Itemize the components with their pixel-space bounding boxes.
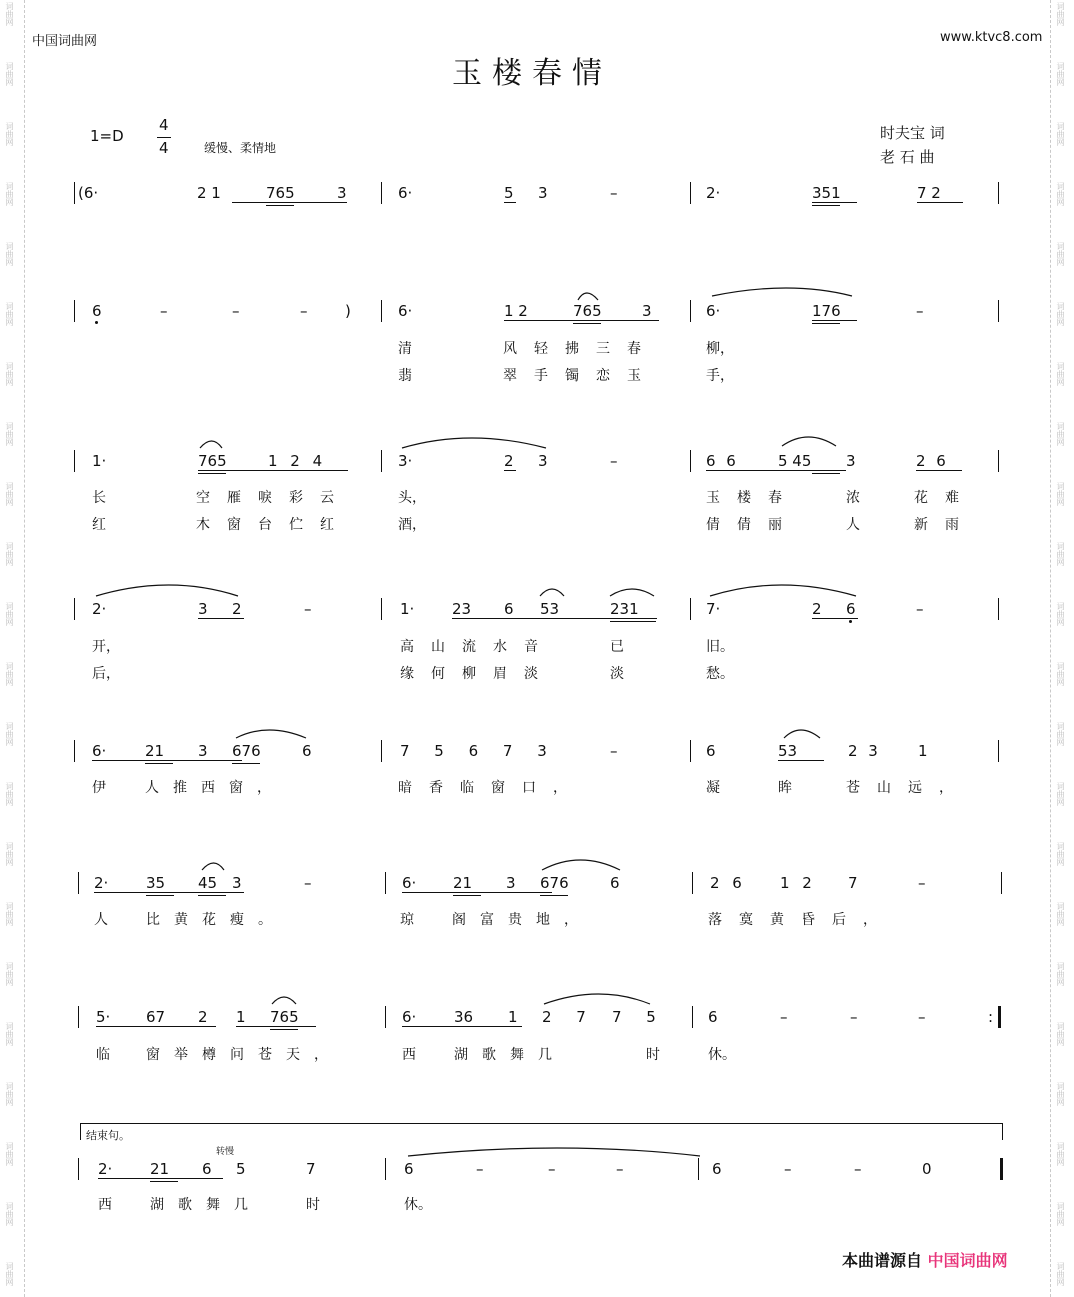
time-signature-bottom: 4 bbox=[159, 139, 169, 157]
note: – bbox=[476, 1160, 484, 1178]
note: 6· bbox=[398, 184, 413, 202]
lyric: 西 bbox=[98, 1197, 112, 1213]
note: 2 bbox=[812, 600, 822, 618]
lyric: 比黄花瘦。 bbox=[146, 912, 286, 928]
note: 6 bbox=[404, 1160, 414, 1178]
lyric: 红 bbox=[92, 517, 106, 533]
watermark-text: 词曲网 bbox=[1056, 182, 1065, 206]
lyric: 酒， bbox=[398, 517, 426, 533]
lyric: 头， bbox=[398, 490, 426, 506]
repeat-sign: : bbox=[988, 1008, 994, 1026]
watermark-text: 词曲网 bbox=[5, 1202, 14, 1226]
note: 0 bbox=[922, 1160, 932, 1178]
key-signature: 1=D bbox=[90, 127, 124, 145]
watermark-text: 词曲网 bbox=[1056, 122, 1065, 146]
lyric: 伊 bbox=[92, 780, 106, 796]
watermark-text: 词曲网 bbox=[1056, 662, 1065, 686]
lyric: 空雁唳彩云 bbox=[196, 490, 351, 506]
slur bbox=[200, 441, 222, 448]
lyric: 木窗台伫红 bbox=[196, 517, 351, 533]
watermark-text: 词曲网 bbox=[1056, 1022, 1065, 1046]
watermark-text: 词曲网 bbox=[5, 662, 14, 686]
slur bbox=[782, 437, 836, 446]
note: 1 bbox=[508, 1008, 518, 1026]
lyric: 后， bbox=[92, 666, 120, 682]
lyric: 风轻拂三春 bbox=[503, 341, 658, 357]
watermark-text: 词曲网 bbox=[1056, 602, 1065, 626]
source-credit bbox=[842, 1248, 1008, 1271]
note: 765 bbox=[573, 302, 602, 320]
watermark-text: 词曲网 bbox=[5, 962, 14, 986]
lyric: 时 bbox=[306, 1197, 320, 1213]
lyric: 旧。 bbox=[706, 639, 734, 655]
note: 765 bbox=[270, 1008, 299, 1026]
watermark-text: 词曲网 bbox=[5, 62, 14, 86]
note: 3 bbox=[846, 452, 856, 470]
note: – bbox=[918, 874, 926, 892]
note: 53 bbox=[540, 600, 560, 618]
note: 2 3 bbox=[848, 742, 878, 760]
tempo-marking: 缓慢、柔情地 bbox=[204, 141, 277, 155]
note: – bbox=[304, 600, 312, 618]
note: 6 bbox=[92, 302, 102, 320]
note: 7 bbox=[306, 1160, 316, 1178]
note: 2 6 bbox=[916, 452, 946, 470]
lyric: 窗举樽问苍天， bbox=[146, 1047, 342, 1063]
watermark-text: 词曲网 bbox=[5, 2, 14, 26]
note: 1· bbox=[92, 452, 107, 470]
lyric: 清 bbox=[398, 341, 412, 357]
note: – bbox=[918, 1008, 926, 1026]
watermark-text: 词曲网 bbox=[1056, 242, 1065, 266]
slur bbox=[236, 730, 306, 738]
slur bbox=[784, 730, 820, 738]
note: 7 5 bbox=[612, 1008, 656, 1026]
lyric: 西 bbox=[402, 1047, 416, 1063]
lyric: 柳， bbox=[706, 341, 734, 357]
slur bbox=[402, 438, 546, 448]
slur bbox=[710, 585, 856, 596]
lyric: 阁富贵地， bbox=[452, 912, 592, 928]
note: 1 2 4 bbox=[268, 452, 323, 470]
note: – bbox=[232, 302, 240, 320]
site-url-right: www.ktvc8.com bbox=[940, 30, 1043, 45]
note: – bbox=[850, 1008, 858, 1026]
watermark-text: 词曲网 bbox=[5, 422, 14, 446]
note: 3· bbox=[398, 452, 413, 470]
lyric: 休。 bbox=[404, 1197, 432, 1213]
lyricist-credit: 时夫宝 词 bbox=[880, 124, 945, 142]
lyric: 翡 bbox=[398, 368, 412, 384]
watermark-text: 词曲网 bbox=[5, 302, 14, 326]
watermark-text: 词曲网 bbox=[1056, 422, 1065, 446]
watermark-text: 词曲网 bbox=[5, 602, 14, 626]
note: – bbox=[548, 1160, 556, 1178]
watermark-text: 词曲网 bbox=[1056, 1082, 1065, 1106]
note: 6· bbox=[92, 742, 107, 760]
note: 7 2 bbox=[917, 184, 941, 202]
watermark-text: 词曲网 bbox=[5, 242, 14, 266]
note: 3 bbox=[538, 452, 548, 470]
note: – bbox=[784, 1160, 792, 1178]
composer-credit: 老 石 曲 bbox=[880, 148, 935, 166]
time-signature-top: 4 bbox=[159, 116, 169, 134]
note: 676 bbox=[540, 874, 569, 892]
note: 2 bbox=[504, 452, 514, 470]
lyric: 新雨 bbox=[914, 517, 976, 533]
watermark-text: 词曲网 bbox=[1056, 902, 1065, 926]
note: 21 bbox=[453, 874, 473, 892]
watermark-text: 词曲网 bbox=[5, 1082, 14, 1106]
slur bbox=[712, 288, 852, 296]
note: 176 bbox=[812, 302, 841, 320]
watermark-text: 词曲网 bbox=[1056, 302, 1065, 326]
note: 67 bbox=[146, 1008, 166, 1026]
note: 1 bbox=[236, 1008, 246, 1026]
watermark-text: 词曲网 bbox=[1056, 842, 1065, 866]
note: 3 bbox=[337, 184, 347, 202]
note: 1 2 bbox=[780, 874, 812, 892]
watermark-text: 词曲网 bbox=[5, 842, 14, 866]
lyric: 缘何柳眉淡 bbox=[400, 666, 555, 682]
slur bbox=[272, 997, 296, 1004]
note: 6 6 bbox=[706, 452, 736, 470]
watermark-text: 词曲网 bbox=[5, 122, 14, 146]
lyric: 手， bbox=[706, 368, 734, 384]
slur bbox=[578, 293, 598, 300]
watermark-text: 词曲网 bbox=[1056, 962, 1065, 986]
slur bbox=[542, 860, 620, 870]
watermark-text: 词曲网 bbox=[5, 1022, 14, 1046]
note: 2· bbox=[706, 184, 721, 202]
note: 1 bbox=[918, 742, 928, 760]
note: 3 bbox=[198, 600, 208, 618]
note: 2 1 bbox=[197, 184, 221, 202]
note: 6· bbox=[402, 874, 417, 892]
watermark-text: 词曲网 bbox=[1056, 1262, 1065, 1286]
note: 2· bbox=[98, 1160, 113, 1178]
site-name-left: 中国词曲网 bbox=[32, 34, 98, 49]
note: – bbox=[610, 452, 618, 470]
note: – bbox=[610, 742, 618, 760]
note: – bbox=[610, 184, 618, 202]
note: – bbox=[916, 302, 924, 320]
note: 6· bbox=[398, 302, 413, 320]
watermark-text: 词曲网 bbox=[5, 1142, 14, 1166]
note: – bbox=[300, 302, 308, 320]
note: 2 bbox=[232, 600, 242, 618]
watermark-text: 词曲网 bbox=[5, 1262, 14, 1286]
slur bbox=[544, 994, 650, 1004]
note: (6· bbox=[78, 184, 99, 202]
note: 36 bbox=[454, 1008, 474, 1026]
source-prefix: 本曲谱源自 bbox=[842, 1251, 923, 1270]
source-brand-link[interactable]: 中国词曲网 bbox=[927, 1251, 1008, 1270]
note: 3 bbox=[538, 184, 548, 202]
slur bbox=[408, 1148, 700, 1156]
watermark-text: 词曲网 bbox=[5, 782, 14, 806]
note: 6 bbox=[708, 1008, 718, 1026]
slur bbox=[96, 585, 238, 596]
note: 1 2 bbox=[504, 302, 528, 320]
note: 6 bbox=[846, 600, 856, 618]
note: 6 bbox=[610, 874, 620, 892]
note: 6 bbox=[504, 600, 514, 618]
note: 5 45 bbox=[778, 452, 812, 470]
watermark-text: 词曲网 bbox=[5, 902, 14, 926]
watermark-text: 词曲网 bbox=[5, 722, 14, 746]
note: – bbox=[160, 302, 168, 320]
lyric: 人 bbox=[846, 517, 860, 533]
lyric: 琼 bbox=[400, 912, 414, 928]
lyric: 湖歌舞几 bbox=[454, 1047, 566, 1063]
note: 21 bbox=[150, 1160, 170, 1178]
lyric: 开， bbox=[92, 639, 120, 655]
lyric: 落寞黄昏后， bbox=[708, 912, 894, 928]
lyric: 倩倩丽 bbox=[706, 517, 799, 533]
note: 676 bbox=[232, 742, 261, 760]
note: 5 bbox=[504, 184, 514, 202]
watermark-text: 词曲网 bbox=[1056, 362, 1065, 386]
note: ) bbox=[345, 302, 351, 320]
lyric: 临 bbox=[96, 1047, 110, 1063]
watermark-text: 词曲网 bbox=[1056, 782, 1065, 806]
lyric: 湖歌舞几 bbox=[150, 1197, 262, 1213]
lyric: 眸 bbox=[778, 780, 792, 796]
note: 6 bbox=[706, 742, 716, 760]
lyric: 时 bbox=[646, 1047, 660, 1063]
note: 765 bbox=[266, 184, 295, 202]
note: 2 bbox=[198, 1008, 208, 1026]
slur bbox=[610, 589, 654, 596]
watermark-text: 词曲网 bbox=[1056, 1202, 1065, 1226]
watermark-text: 词曲网 bbox=[1056, 2, 1065, 26]
note: – bbox=[854, 1160, 862, 1178]
note: 5· bbox=[96, 1008, 111, 1026]
note: 2 7 bbox=[542, 1008, 586, 1026]
tempo-change: 转慢 bbox=[216, 1147, 235, 1157]
watermark-text: 词曲网 bbox=[1056, 1142, 1065, 1166]
watermark-text: 词曲网 bbox=[1056, 722, 1065, 746]
lyric: 浓 bbox=[846, 490, 860, 506]
watermark-text: 词曲网 bbox=[5, 542, 14, 566]
lyric: 人 bbox=[94, 912, 108, 928]
note: 3 bbox=[198, 742, 208, 760]
watermark-text: 词曲网 bbox=[1056, 542, 1065, 566]
note: 3 bbox=[642, 302, 652, 320]
lyric: 玉楼春 bbox=[706, 490, 799, 506]
note: 231 bbox=[610, 600, 639, 618]
lyric: 翠手镯恋玉 bbox=[503, 368, 658, 384]
note: 7· bbox=[706, 600, 721, 618]
coda-label: 结束句。 bbox=[86, 1129, 130, 1142]
note: 7 5 6 7 3 bbox=[400, 742, 547, 760]
lyric: 苍山远， bbox=[846, 780, 970, 796]
watermark-text: 词曲网 bbox=[1056, 482, 1065, 506]
note: 2· bbox=[92, 600, 107, 618]
slur bbox=[540, 589, 564, 596]
lyric: 暗香临窗口， bbox=[398, 780, 584, 796]
note: 765 bbox=[198, 452, 227, 470]
note: 6 bbox=[202, 1160, 212, 1178]
lyric: 凝 bbox=[706, 780, 720, 796]
lyric: 已 bbox=[610, 639, 624, 655]
note: – bbox=[780, 1008, 788, 1026]
watermark-text: 词曲网 bbox=[5, 182, 14, 206]
note: – bbox=[916, 600, 924, 618]
note: 6· bbox=[706, 302, 721, 320]
note: 351 bbox=[812, 184, 841, 202]
lyric: 淡 bbox=[610, 666, 624, 682]
watermark-text: 词曲网 bbox=[5, 482, 14, 506]
note: 6 bbox=[302, 742, 312, 760]
note: – bbox=[304, 874, 312, 892]
note: 21 bbox=[145, 742, 165, 760]
lyric: 高山流水音 bbox=[400, 639, 555, 655]
note: 2· bbox=[94, 874, 109, 892]
note: 7 bbox=[848, 874, 858, 892]
note: 45 bbox=[198, 874, 218, 892]
song-title: 玉楼春情 bbox=[452, 56, 612, 91]
note: 53 bbox=[778, 742, 798, 760]
note: 2 6 bbox=[710, 874, 742, 892]
note: 6 bbox=[712, 1160, 722, 1178]
note: 5 bbox=[236, 1160, 246, 1178]
note: 35 bbox=[146, 874, 166, 892]
slur bbox=[202, 863, 224, 870]
note: 23 bbox=[452, 600, 472, 618]
lyric: 人推西窗， bbox=[145, 780, 285, 796]
note: 3 bbox=[232, 874, 242, 892]
note: 6· bbox=[402, 1008, 417, 1026]
note: 3 bbox=[506, 874, 516, 892]
lyric: 长 bbox=[92, 490, 106, 506]
lyric: 休。 bbox=[708, 1047, 736, 1063]
watermark-text: 词曲网 bbox=[1056, 62, 1065, 86]
note: – bbox=[616, 1160, 624, 1178]
watermark-text: 词曲网 bbox=[5, 362, 14, 386]
lyric: 愁。 bbox=[706, 666, 734, 682]
lyric: 花难 bbox=[914, 490, 976, 506]
note: 1· bbox=[400, 600, 415, 618]
